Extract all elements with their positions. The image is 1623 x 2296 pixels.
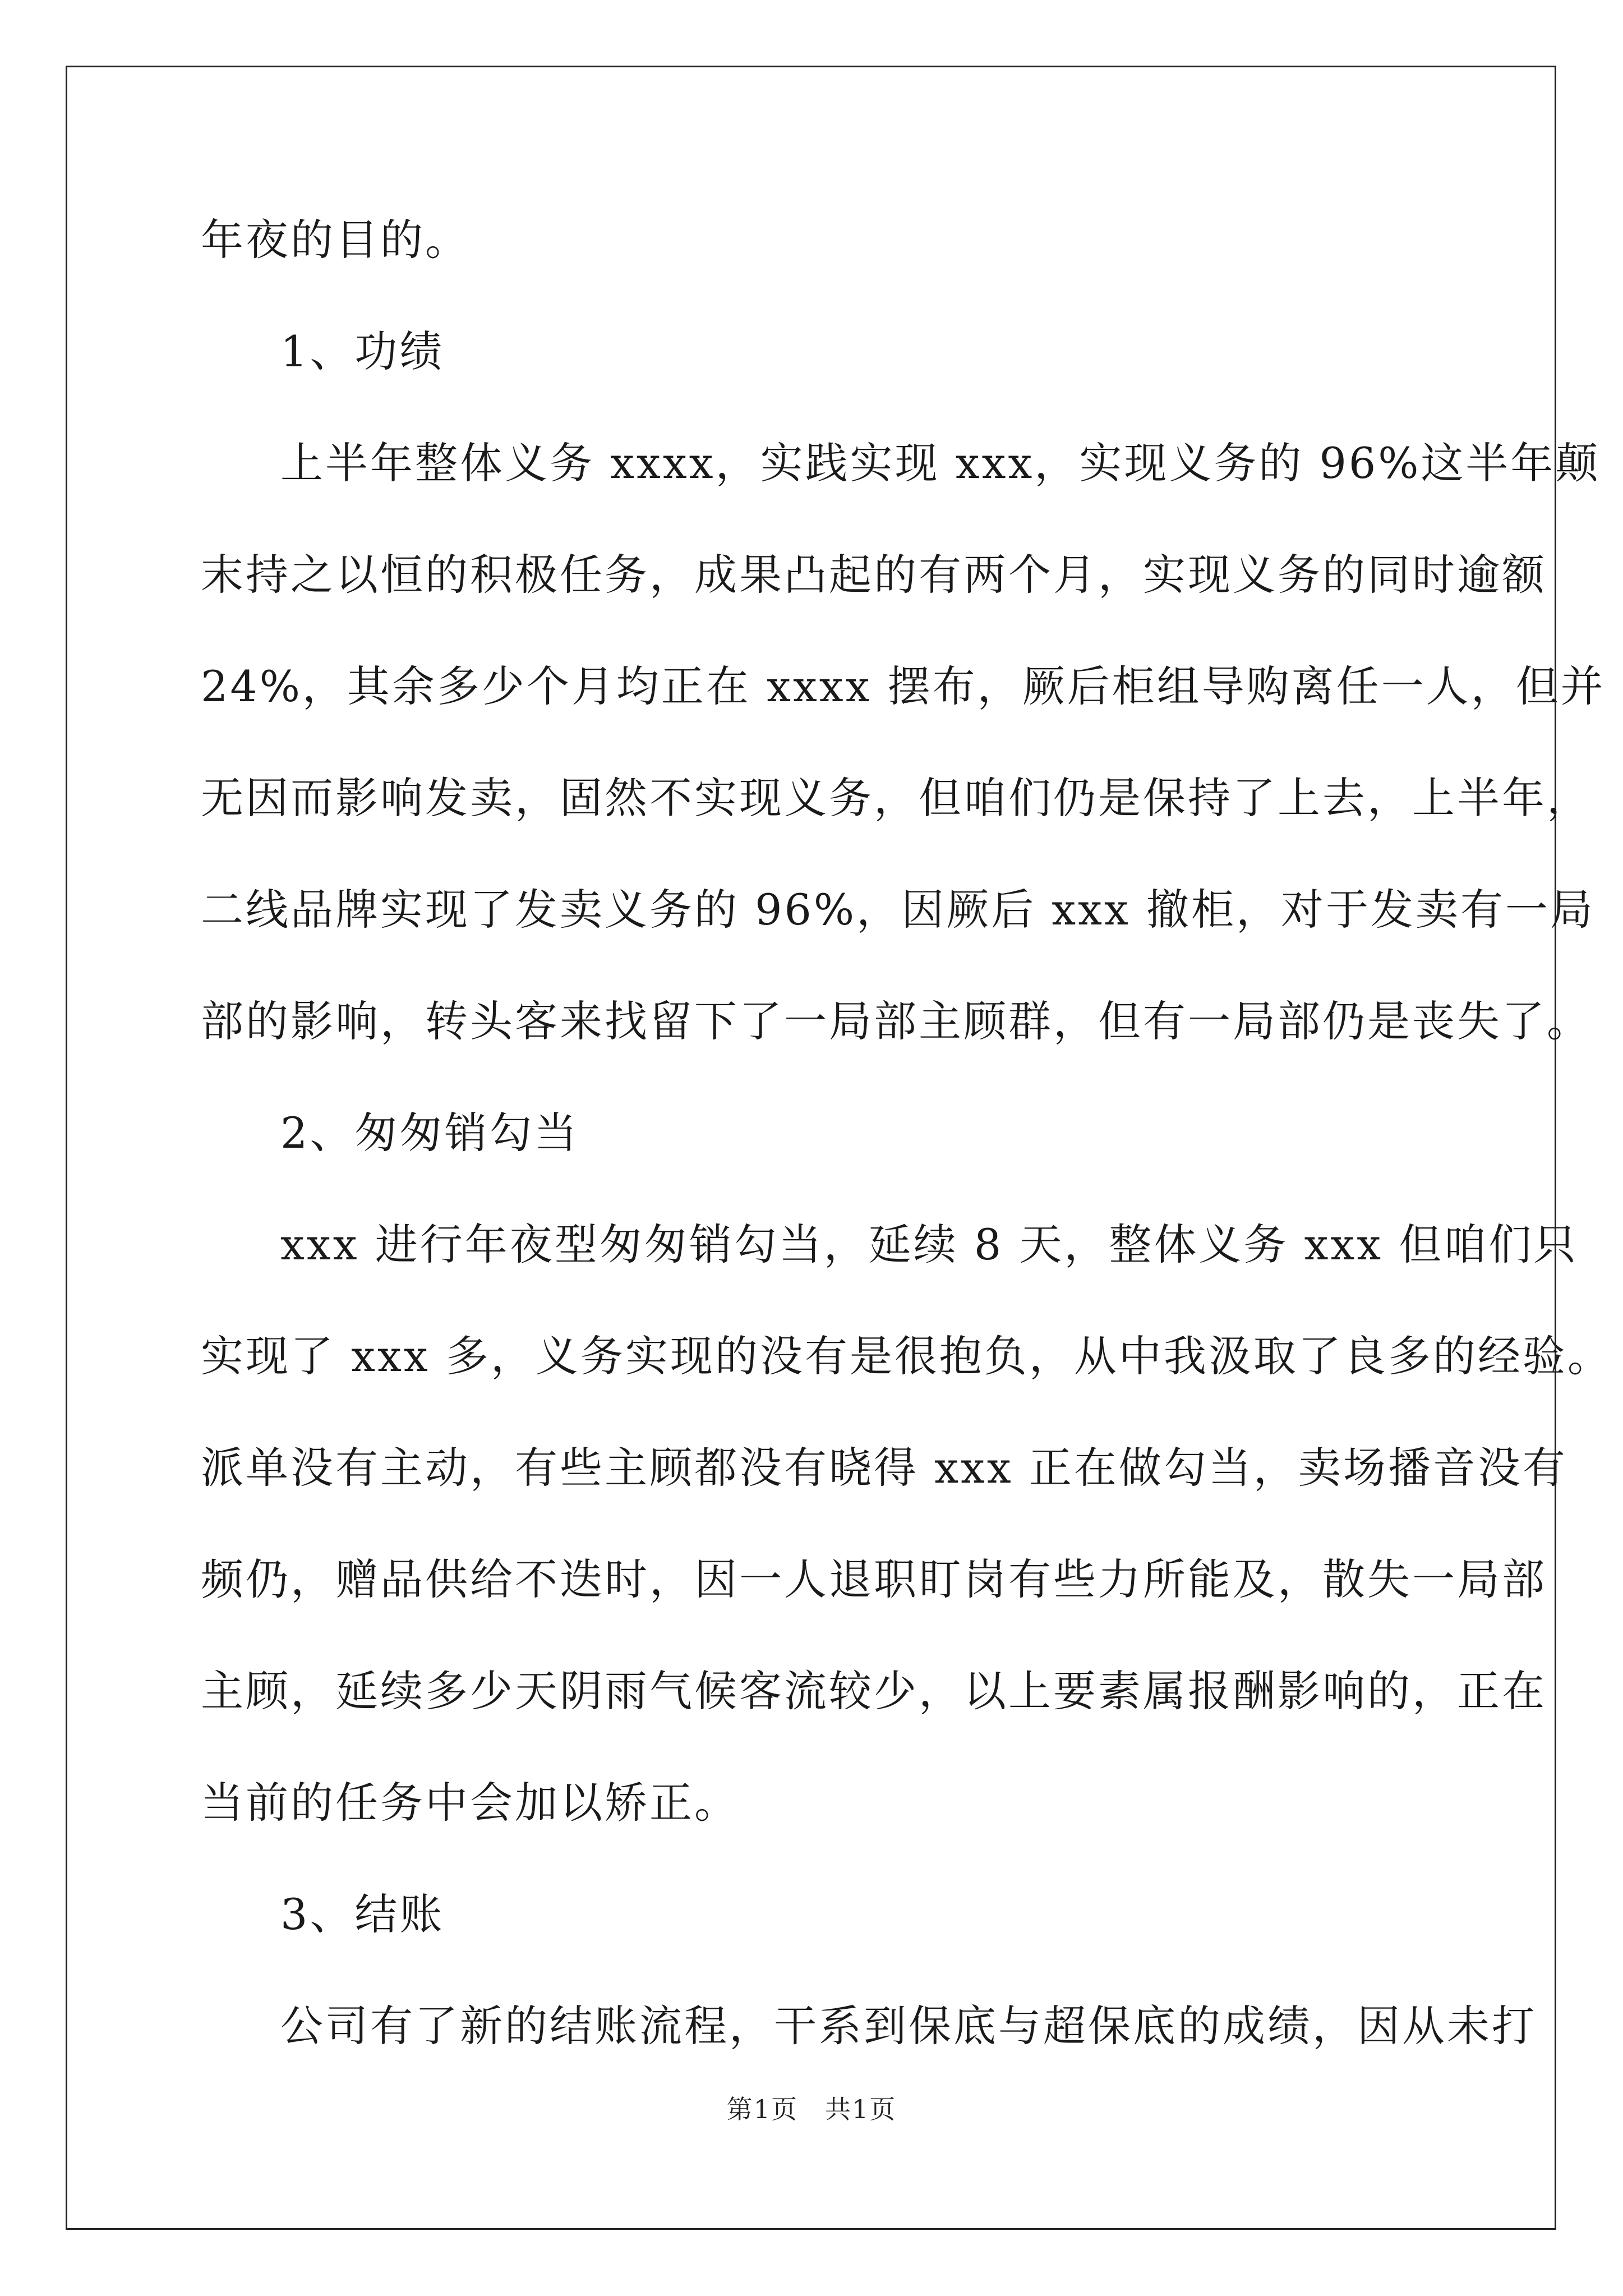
paragraph-line: 末持之以恒的积极任务，成果凸起的有两个月，实现义务的同时逾额 [201, 550, 1547, 600]
section-heading: 3、结账 [280, 1889, 445, 1939]
paragraph-line: 部的影响，转头客来找留下了一局部主顾群，但有一局部仍是丧失了。 [201, 996, 1592, 1046]
paragraph-line: 24%，其余多少个月均正在 xxxx 摆布，厥后柜组导购离任一人，但并 [201, 661, 1606, 711]
paragraph-line: 二线品牌实现了发卖义务的 96%，因厥后 xxx 撤柜，对于发卖有一局 [201, 885, 1595, 935]
text-line: 年夜的目的。 [201, 215, 470, 265]
section-heading: 1、功绩 [280, 326, 445, 376]
paragraph-line: 主顾，延续多少天阴雨气候客流较少，以上要素属报酬影响的，正在 [201, 1666, 1547, 1716]
page-number: 第1页 [726, 2094, 798, 2124]
section-heading: 2、匆匆销勾当 [280, 1108, 579, 1158]
paragraph-line: 实现了 xxx 多，义务实现的没有是很抱负，从中我汲取了良多的经验。 [201, 1331, 1612, 1381]
paragraph-line: xxx 进行年夜型匆匆销勾当，延续 8 天，整体义务 xxx 但咱们只 [280, 1220, 1579, 1269]
paragraph-line: 上半年整体义务 xxxx，实践实现 xxx，实现义务的 96%这半年颠 [280, 438, 1601, 488]
paragraph-line: 当前的任务中会加以矫正。 [201, 1778, 739, 1828]
paragraph-line: 频仍，赠品供给不迭时，因一人退职盯岗有些力所能及，散失一局部 [201, 1554, 1547, 1604]
page-footer [0, 2092, 1623, 2126]
page-total: 共1页 [825, 2094, 897, 2124]
paragraph-line: 派单没有主动，有些主顾都没有晓得 xxx 正在做勾当，卖场播音没有 [201, 1443, 1567, 1493]
paragraph-line: 无因而影响发卖，固然不实现义务，但咱们仍是保持了上去，上半年， [201, 773, 1592, 823]
paragraph-line: 公司有了新的结账流程，干系到保底与超保底的成绩，因从未打 [280, 2001, 1537, 2051]
